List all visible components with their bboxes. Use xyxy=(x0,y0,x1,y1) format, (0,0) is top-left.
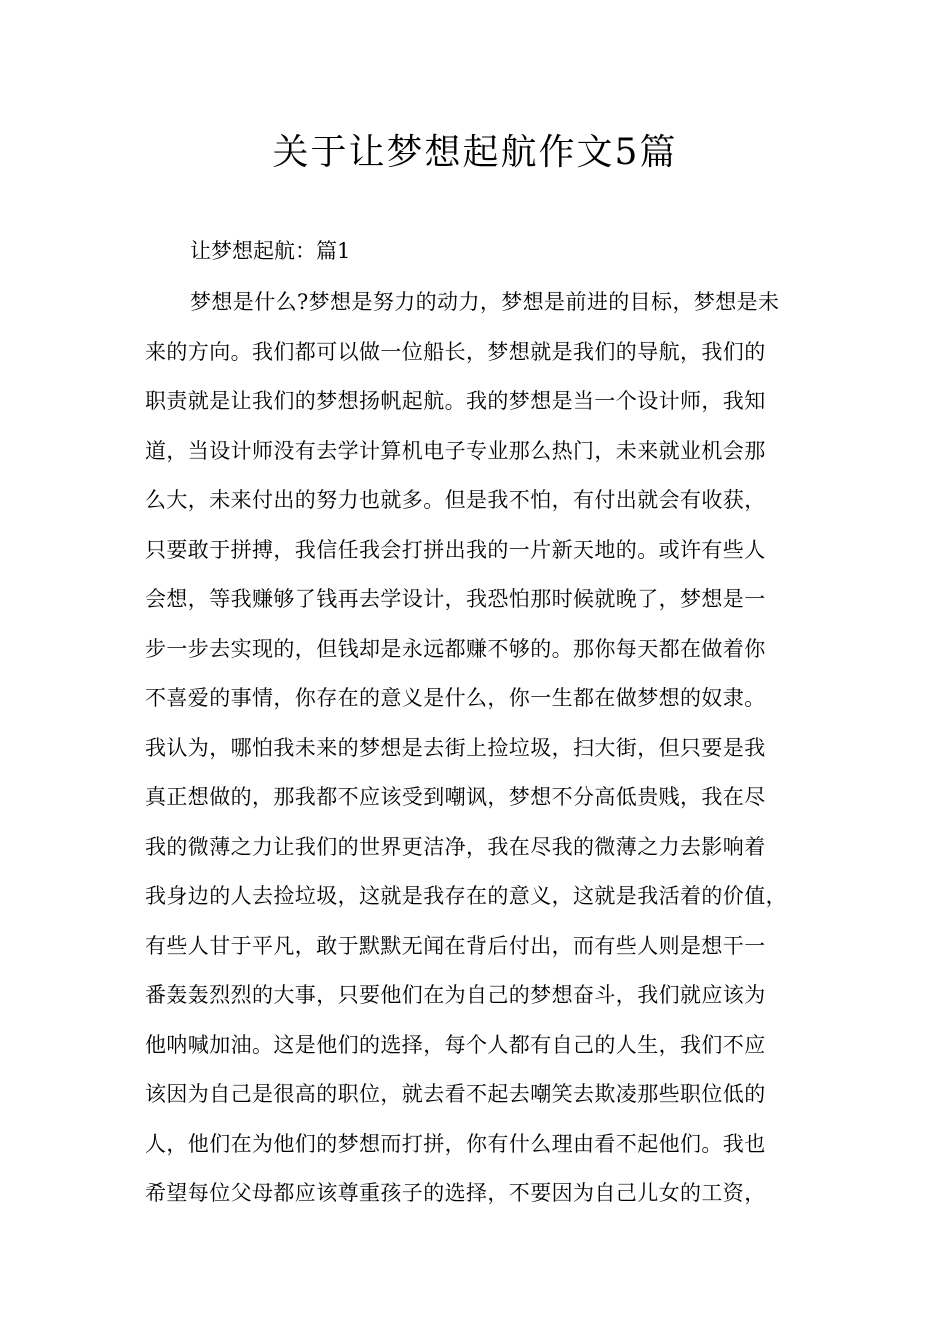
text-line: 该因为自己是很高的职位，就去看不起去嘲笑去欺凌那些职位低的 xyxy=(145,1082,766,1106)
text-line: 会想，等我赚够了钱再去学设计，我恐怕那时候就晚了，梦想是一 xyxy=(145,587,766,611)
text-line: 我认为，哪怕我未来的梦想是去街上捡垃圾，扫大街，但只要是我 xyxy=(145,735,766,760)
text-line: 我身边的人去捡垃圾，这就是我存在的意义，这就是我活着的价值， xyxy=(145,884,787,908)
text-line: 步一步去实现的，但钱却是永远都赚不够的。那你每天都在做着你 xyxy=(145,636,766,661)
text-line: 道，当设计师没有去学计算机电子专业那么热门，未来就业机会那 xyxy=(145,438,766,463)
text-line: 只要敢于拼搏，我信任我会打拼出我的一片新天地的。或许有些人 xyxy=(145,537,766,562)
text-line: 他呐喊加油。这是他们的选择，每个人都有自己的人生，我们不应 xyxy=(145,1032,766,1057)
text-line: 有些人甘于平凡，敢于默默无闻在背后付出，而有些人则是想干一 xyxy=(145,933,766,958)
text-line: 我的微薄之力让我们的世界更洁净，我在尽我的微薄之力去影响着 xyxy=(145,834,766,859)
text-line: 么大，未来付出的努力也就多。但是我不怕，有付出就会有收获， xyxy=(145,488,766,512)
document-title: 关于让梦想起航作文5篇 xyxy=(272,132,678,173)
essay-paragraph xyxy=(145,283,825,1224)
text-line: 真正想做的，那我都不应该受到嘲讽，梦想不分高低贵贱，我在尽 xyxy=(145,785,766,809)
text-line: 梦想是什么?梦想是努力的动力，梦想是前进的目标，梦想是未 xyxy=(190,290,780,314)
text-line: 来的方向。我们都可以做一位船长，梦想就是我们的导航，我们的 xyxy=(145,339,766,364)
text-line: 不喜爱的事情，你存在的意义是什么，你一生都在做梦想的奴隶。 xyxy=(145,686,766,710)
text-line: 职责就是让我们的梦想扬帆起航。我的梦想是当一个设计师，我知 xyxy=(145,389,766,413)
text-line: 希望每位父母都应该尊重孩子的选择，不要因为自己儿女的工资， xyxy=(145,1181,766,1205)
text-line: 人，他们在为他们的梦想而打拼，你有什么理由看不起他们。我也 xyxy=(145,1131,766,1156)
section-subtitle: 让梦想起航：篇1 xyxy=(190,239,351,263)
text-line: 番轰轰烈烈的大事，只要他们在为自己的梦想奋斗，我们就应该为 xyxy=(145,983,766,1007)
